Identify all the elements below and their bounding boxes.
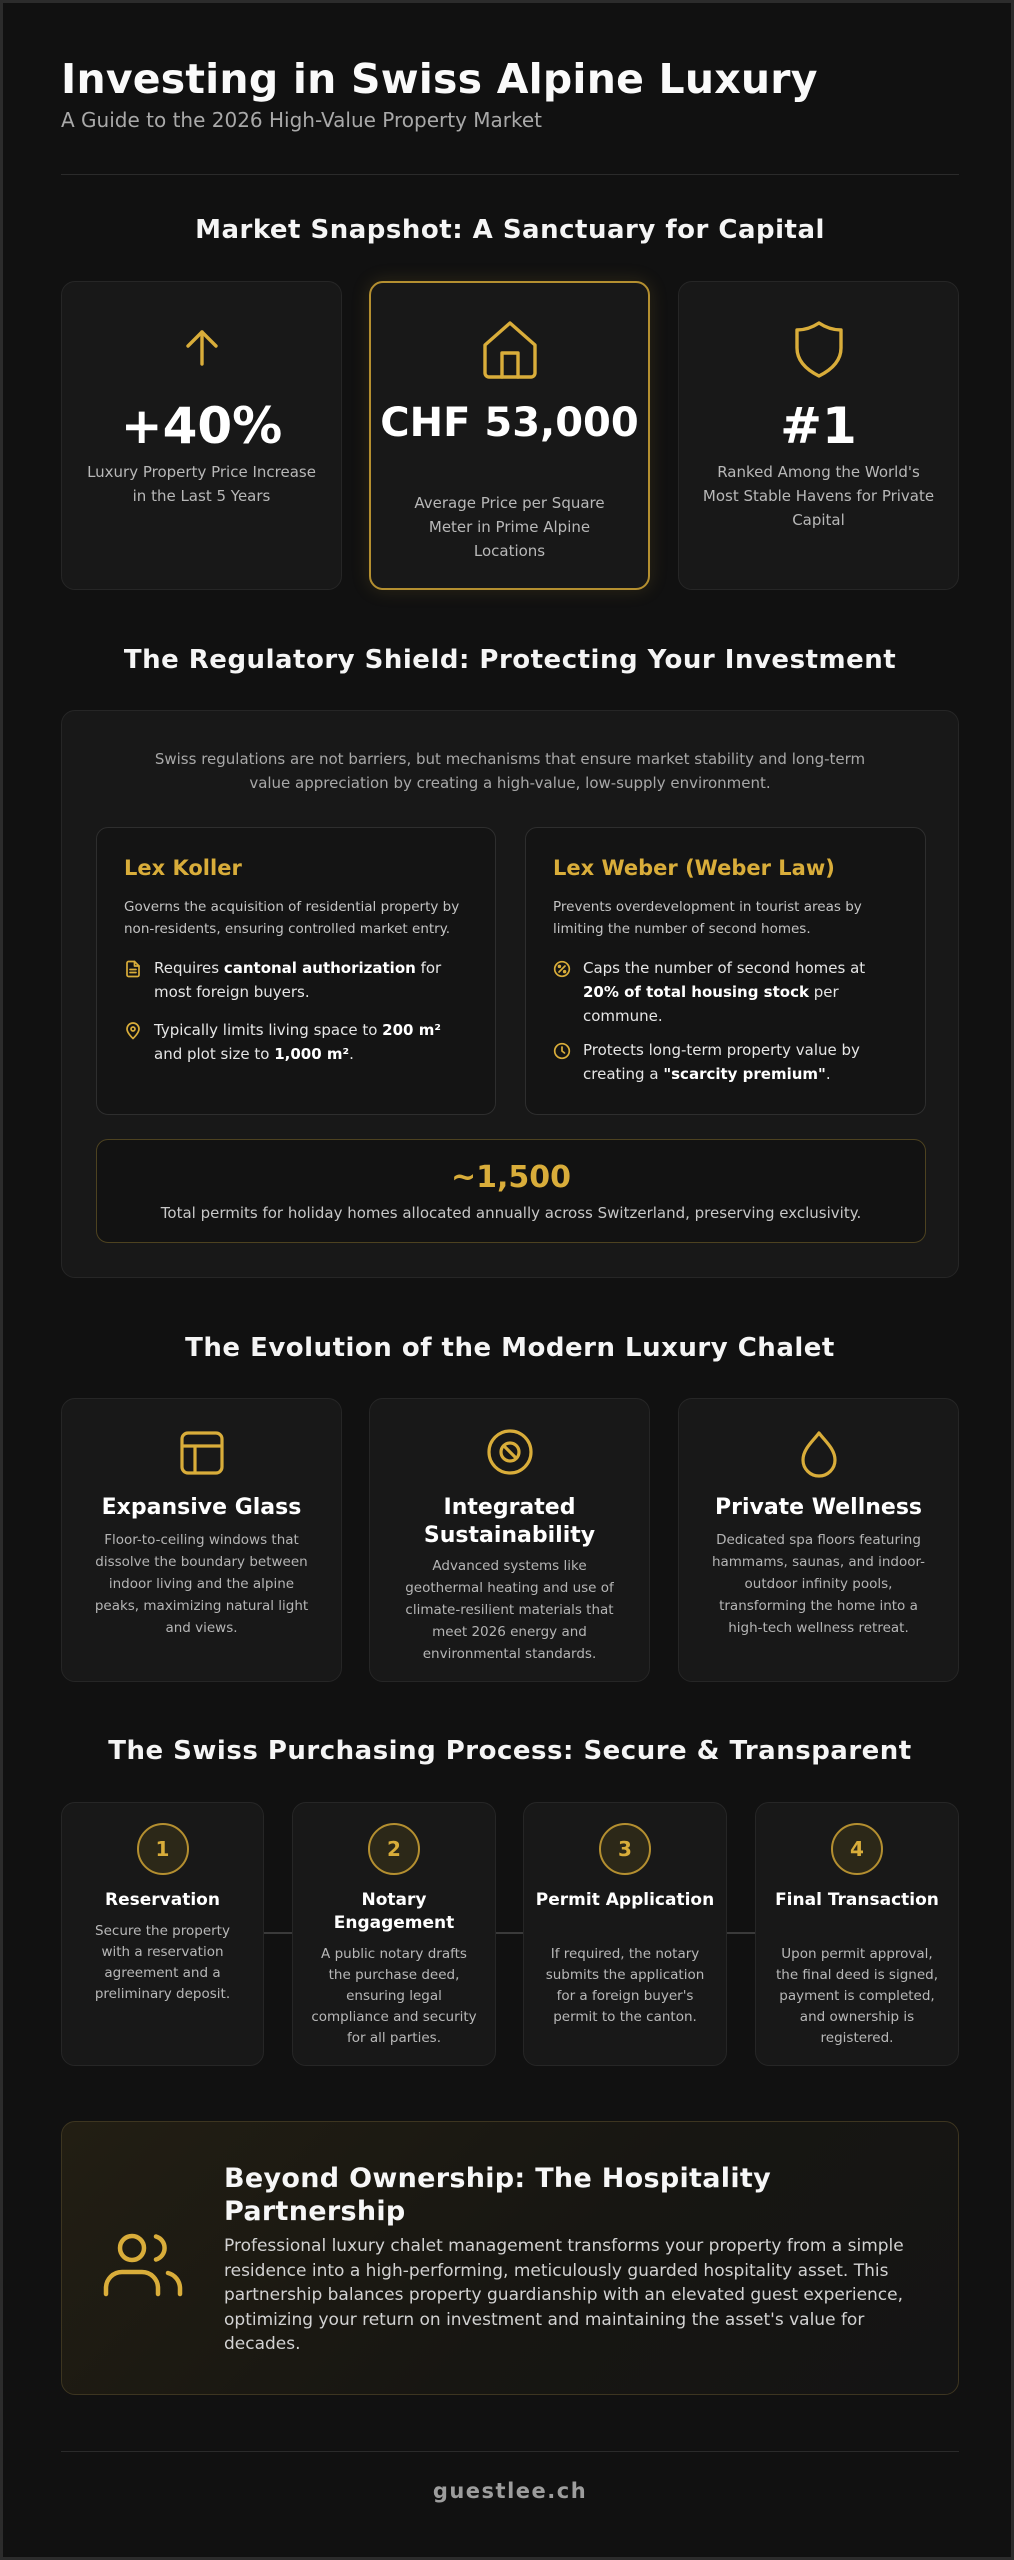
- clock-icon: [553, 1042, 571, 1086]
- permits-label: Total permits for holiday homes allocated annually across Switzerland, preserving exclusivity.: [160, 1204, 862, 1222]
- law-item-text: Typically limits living space to 200 m² and plot size to 1,000 m².: [154, 1021, 441, 1063]
- law-item: [124, 1018, 468, 1066]
- feature-title: Integrated Sustainability: [423, 1495, 596, 1548]
- feature-description: Dedicated spa floors featuring hammams, saunas, and indoor-outdoor infinity pools, transforming the home into a high-tech wellness retreat.: [711, 1532, 926, 1636]
- step-card-permit: [523, 1802, 727, 2066]
- section-title-snapshot: Market Snapshot: A Sanctuary for Capital: [195, 215, 825, 245]
- step-description: Upon permit approval, the final deed is signed, payment is completed, and ownership is registered.: [775, 1946, 938, 2046]
- window-icon: [62, 1429, 341, 1477]
- regulatory-panel: [61, 710, 959, 1278]
- step-title: Final Transaction: [775, 1890, 939, 1910]
- step-description: If required, the notary submits the application for a foreign buyer's permit to the canton.: [545, 1946, 705, 2025]
- feature-title: Expansive Glass: [101, 1495, 302, 1520]
- stat-label: Ranked Among the World's Most Stable Havens for Private Capital: [702, 463, 935, 529]
- page-title: Investing in Swiss Alpine Luxury: [61, 55, 818, 103]
- law-item: [553, 1038, 898, 1086]
- law-card-lex-weber: [525, 827, 926, 1115]
- hospitality-partnership-panel: [61, 2121, 959, 2395]
- step-description: Secure the property with a reservation agreement and a preliminary deposit.: [94, 1923, 231, 2002]
- section-title-process: The Swiss Purchasing Process: Secure & Transparent: [108, 1736, 912, 1766]
- step-number: 1: [137, 1823, 189, 1875]
- partnership-text: Professional luxury chalet management transforms your property from a simple residence into a high-performing, meticulously guarded hospitality asset. This partnership balances property guardianship with an elevated guest experience, optimizing your return on investment and maintaining the asset's value for decades.: [224, 2236, 904, 2354]
- stat-value: CHF 53,000: [380, 400, 639, 446]
- shield-icon: [679, 320, 958, 380]
- step-title: Notary Engagement: [333, 1890, 455, 1933]
- section-title-evolution: The Evolution of the Modern Luxury Chalet: [185, 1333, 835, 1363]
- divider: [61, 2451, 959, 2452]
- law-description: Prevents overdevelopment in tourist areas by limiting the number of second homes.: [553, 899, 862, 937]
- feature-description: Advanced systems like geothermal heating and use of climate-resilient materials that meet 2026 energy and environmental standards.: [405, 1558, 614, 1662]
- stat-label: Luxury Property Price Increase in the Last 5 Years: [87, 463, 316, 505]
- feature-card-sustainability: [369, 1398, 650, 1682]
- page-subtitle: A Guide to the 2026 High-Value Property Market: [61, 108, 543, 132]
- permits-value: ~1,500: [450, 1160, 572, 1195]
- step-card-notary: [292, 1802, 496, 2066]
- law-description: Governs the acquisition of residential property by non-residents, ensuring controlled market entry.: [124, 899, 460, 937]
- law-card-lex-koller: [96, 827, 496, 1115]
- feature-description: Floor-to-ceiling windows that dissolve the boundary between indoor living and the alpine peaks, maximizing natural light and views.: [94, 1532, 309, 1636]
- percent-circle-icon: [553, 960, 571, 1028]
- step-number: 2: [368, 1823, 420, 1875]
- house-icon: [371, 319, 648, 381]
- step-title: Permit Application: [535, 1890, 715, 1910]
- step-title: Reservation: [105, 1890, 220, 1910]
- stat-card-price-increase: [61, 281, 342, 590]
- law-title: Lex Koller: [124, 856, 242, 880]
- regulatory-intro: Swiss regulations are not barriers, but mechanisms that ensure market stability and long-term value appreciation by creating a high-value, low-supply environment.: [154, 750, 866, 792]
- arrow-up-icon: [62, 324, 341, 372]
- stat-label: Average Price per Square Meter in Prime Alpine Locations: [414, 494, 605, 560]
- law-item: [553, 956, 898, 1028]
- step-number: 4: [831, 1823, 883, 1875]
- droplet-icon: [679, 1429, 958, 1479]
- feature-card-glass: [61, 1398, 342, 1682]
- document-icon: [124, 960, 142, 1004]
- section-title-regulatory: The Regulatory Shield: Protecting Your Investment: [123, 645, 897, 675]
- step-card-final-transaction: [755, 1802, 959, 2066]
- law-item-text: Protects long-term property value by creating a "scarcity premium".: [583, 1041, 860, 1083]
- partnership-title: Beyond Ownership: The Hospitality Partnership: [224, 2163, 771, 2227]
- law-title: Lex Weber (Weber Law): [553, 856, 835, 880]
- divider: [61, 174, 959, 175]
- holiday-permits-box: [96, 1139, 926, 1243]
- law-item-text: Caps the number of second homes at 20% of total housing stock per commune.: [583, 959, 866, 1025]
- stat-value: #1: [780, 397, 857, 455]
- stat-card-stability-rank: [678, 281, 959, 590]
- location-pin-icon: [124, 1022, 142, 1066]
- users-icon: [102, 2230, 184, 2304]
- stat-value: +40%: [120, 397, 283, 455]
- step-description: A public notary drafts the purchase deed, ensuring legal compliance and security for all parties.: [311, 1946, 477, 2046]
- sustainability-icon: [370, 1427, 649, 1477]
- feature-title: Private Wellness: [714, 1495, 923, 1520]
- stat-card-price-per-sqm: [369, 281, 650, 590]
- law-item: [124, 956, 468, 1004]
- feature-card-wellness: [678, 1398, 959, 1682]
- footer-brand: guestlee.ch: [432, 2479, 588, 2503]
- law-item-text: Requires cantonal authorization for most foreign buyers.: [154, 959, 442, 1001]
- step-card-reservation: [61, 1802, 264, 2066]
- step-number: 3: [599, 1823, 651, 1875]
